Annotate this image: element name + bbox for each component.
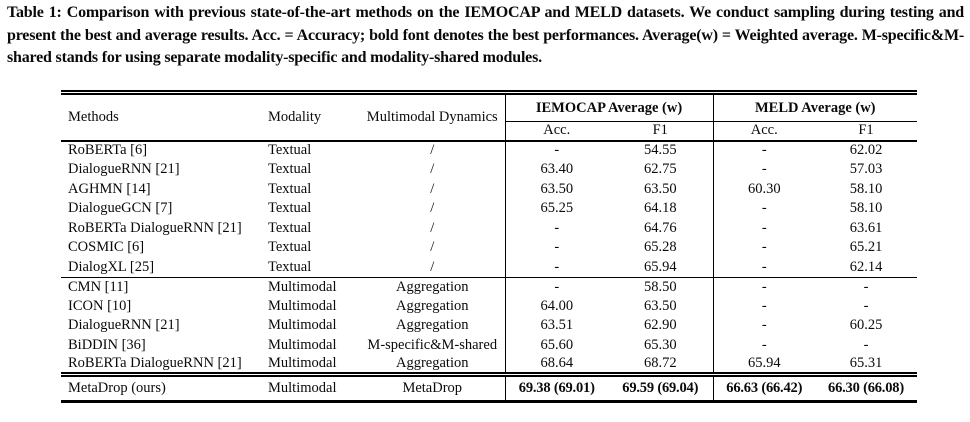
- meld-f1-cell: 60.25: [849, 317, 883, 334]
- method-cell: DialogXL [25]: [68, 258, 155, 275]
- meld-f1-cell: 63.61: [849, 219, 883, 236]
- iemocap-f1-cell: 58.50: [608, 277, 713, 297]
- col-header-meld-f1: F1: [815, 122, 917, 141]
- iemocap-f1-cell: 65.30: [643, 336, 677, 353]
- iemocap-acc-cell: -: [505, 219, 608, 239]
- table-section-ours: [61, 375, 917, 402]
- meld-f1-cell: 57.03: [849, 161, 883, 178]
- iemocap-f1-cell: 63.50: [643, 297, 677, 314]
- dynamics-cell: Aggregation: [396, 317, 469, 334]
- header-group-row: [61, 93, 917, 122]
- table-section-textual: [61, 141, 917, 278]
- table-row: [61, 238, 917, 258]
- dynamics-cell: /: [430, 219, 435, 236]
- meld-acc-cell: -: [713, 277, 815, 297]
- iemocap-acc-cell: 69.38 (69.01): [505, 375, 608, 402]
- iemocap-acc-cell: -: [505, 238, 608, 258]
- method-cell: CMN [11]: [61, 277, 268, 297]
- modality-cell: Textual: [268, 200, 312, 217]
- meld-acc-cell: -: [713, 219, 815, 239]
- meld-f1-cell: 65.21: [849, 239, 883, 256]
- meld-f1-cell: 65.31: [849, 355, 883, 371]
- iemocap-f1-cell: 62.90: [643, 317, 677, 334]
- table-row: [61, 180, 917, 200]
- meld-acc-cell: 60.30: [713, 180, 815, 200]
- table-header: [61, 93, 917, 141]
- dynamics-cell: MetaDrop: [360, 375, 505, 402]
- modality-cell: Multimodal: [268, 375, 360, 402]
- caption-text: Comparison with previous state-of-the-art methods on the IEMOCAP and MELD datasets. We conduct sampling during testing and present the best and average results. Acc. = Accuracy; bold font denotes the best performances. Average(w) = Weighted average. M-specific&M-shared stands for using separate modality-specific and modality-shared modules.: [7, 4, 964, 66]
- meld-f1-cell: -: [815, 277, 917, 297]
- method-cell: ICON [10]: [68, 297, 132, 314]
- col-header-methods: Methods: [61, 93, 268, 141]
- table-row: [61, 258, 917, 278]
- iemocap-acc-cell: 63.51: [505, 316, 608, 336]
- meld-acc-cell: -: [713, 336, 815, 356]
- iemocap-acc-cell: 65.25: [505, 199, 608, 219]
- method-cell: BiDDIN [36]: [68, 336, 146, 353]
- modality-cell: Multimodal: [268, 297, 337, 314]
- dynamics-cell: /: [430, 258, 435, 275]
- table-row: [61, 160, 917, 180]
- col-header-dynamics: Multimodal Dynamics: [360, 93, 505, 141]
- table-row: [61, 199, 917, 219]
- col-header-iemocap-f1: F1: [608, 122, 713, 141]
- meld-f1-cell: 58.10: [849, 180, 883, 197]
- modality-cell: Textual: [268, 258, 312, 275]
- dynamics-cell: /: [430, 161, 435, 178]
- meld-f1-cell: 62.02: [815, 141, 917, 161]
- dynamics-cell: Aggregation: [396, 355, 469, 371]
- method-cell: COSMIC [6]: [68, 239, 145, 256]
- modality-cell: Textual: [268, 219, 312, 236]
- dynamics-cell: /: [430, 180, 435, 197]
- table-row: [61, 355, 917, 375]
- iemocap-f1-cell: 65.94: [643, 258, 677, 275]
- iemocap-acc-cell: -: [505, 277, 608, 297]
- iemocap-f1-cell: 63.50: [643, 180, 677, 197]
- meld-acc-cell: 65.94: [713, 355, 815, 375]
- method-cell: DialogueRNN [21]: [68, 161, 180, 178]
- col-group-meld: MELD Average (w): [713, 93, 917, 122]
- meld-acc-cell: -: [713, 199, 815, 219]
- iemocap-acc-cell: 65.60: [505, 336, 608, 356]
- method-cell: DialogueRNN [21]: [68, 317, 180, 334]
- table-row: [61, 316, 917, 336]
- method-cell: RoBERTa DialogueRNN [21]: [68, 355, 242, 371]
- table-row: [61, 219, 917, 239]
- table-section-multimodal: [61, 277, 917, 375]
- results-table: [61, 90, 917, 403]
- meld-acc-cell: -: [713, 297, 815, 317]
- iemocap-f1-cell: 65.28: [643, 239, 677, 256]
- dynamics-cell: /: [430, 239, 435, 256]
- dynamics-cell: /: [430, 200, 435, 217]
- dynamics-cell: M-specific&M-shared: [367, 336, 498, 353]
- iemocap-acc-cell: 64.00: [505, 297, 608, 317]
- table-row: [61, 336, 917, 356]
- col-header-modality: Modality: [268, 93, 360, 141]
- meld-acc-cell: -: [713, 160, 815, 180]
- meld-f1-cell: -: [863, 336, 869, 353]
- modality-cell: Multimodal: [268, 355, 337, 371]
- method-cell: DialogueGCN [7]: [68, 200, 173, 217]
- modality-cell: Multimodal: [268, 317, 337, 334]
- dynamics-cell: Aggregation: [396, 297, 469, 314]
- modality-cell: Textual: [268, 141, 360, 161]
- iemocap-f1-cell: 62.75: [643, 161, 677, 178]
- table-row: [61, 375, 917, 402]
- col-header-iemocap-acc: Acc.: [505, 122, 608, 141]
- meld-f1-cell: 58.10: [849, 200, 883, 217]
- meld-f1-cell: 66.30 (66.08): [815, 375, 917, 402]
- iemocap-acc-cell: -: [505, 141, 608, 161]
- dynamics-cell: /: [360, 141, 505, 161]
- meld-acc-cell: -: [713, 316, 815, 336]
- iemocap-acc-cell: 63.40: [505, 160, 608, 180]
- meld-f1-cell: 62.14: [849, 258, 883, 275]
- iemocap-acc-cell: 68.64: [505, 355, 608, 375]
- meld-acc-cell: -: [713, 258, 815, 278]
- modality-cell: Textual: [268, 180, 312, 197]
- modality-cell: Textual: [268, 239, 312, 256]
- iemocap-f1-cell: 64.18: [643, 200, 677, 217]
- method-cell: RoBERTa DialogueRNN [21]: [68, 219, 242, 236]
- col-header-meld-acc: Acc.: [713, 122, 815, 141]
- iemocap-f1-cell: 69.59 (69.04): [608, 375, 713, 402]
- iemocap-f1-cell: 64.76: [643, 219, 677, 236]
- caption-label: Table 1:: [7, 4, 62, 21]
- method-cell: MetaDrop (ours): [61, 375, 268, 402]
- modality-cell: Multimodal: [268, 277, 360, 297]
- meld-acc-cell: -: [713, 238, 815, 258]
- table-row: [61, 297, 917, 317]
- results-table-container: [61, 90, 917, 403]
- table-caption: [7, 2, 964, 70]
- method-cell: AGHMN [14]: [68, 180, 151, 197]
- col-group-iemocap: IEMOCAP Average (w): [505, 93, 713, 122]
- modality-cell: Textual: [268, 161, 312, 178]
- dynamics-cell: Aggregation: [360, 277, 505, 297]
- iemocap-acc-cell: -: [505, 258, 608, 278]
- iemocap-f1-cell: 54.55: [608, 141, 713, 161]
- iemocap-f1-cell: 68.72: [643, 355, 677, 371]
- meld-acc-cell: -: [713, 141, 815, 161]
- modality-cell: Multimodal: [268, 336, 337, 353]
- method-cell: RoBERTa [6]: [61, 141, 268, 161]
- table-row: [61, 277, 917, 297]
- iemocap-acc-cell: 63.50: [505, 180, 608, 200]
- meld-f1-cell: -: [863, 297, 869, 314]
- meld-acc-cell: 66.63 (66.42): [713, 375, 815, 402]
- table-row: [61, 141, 917, 161]
